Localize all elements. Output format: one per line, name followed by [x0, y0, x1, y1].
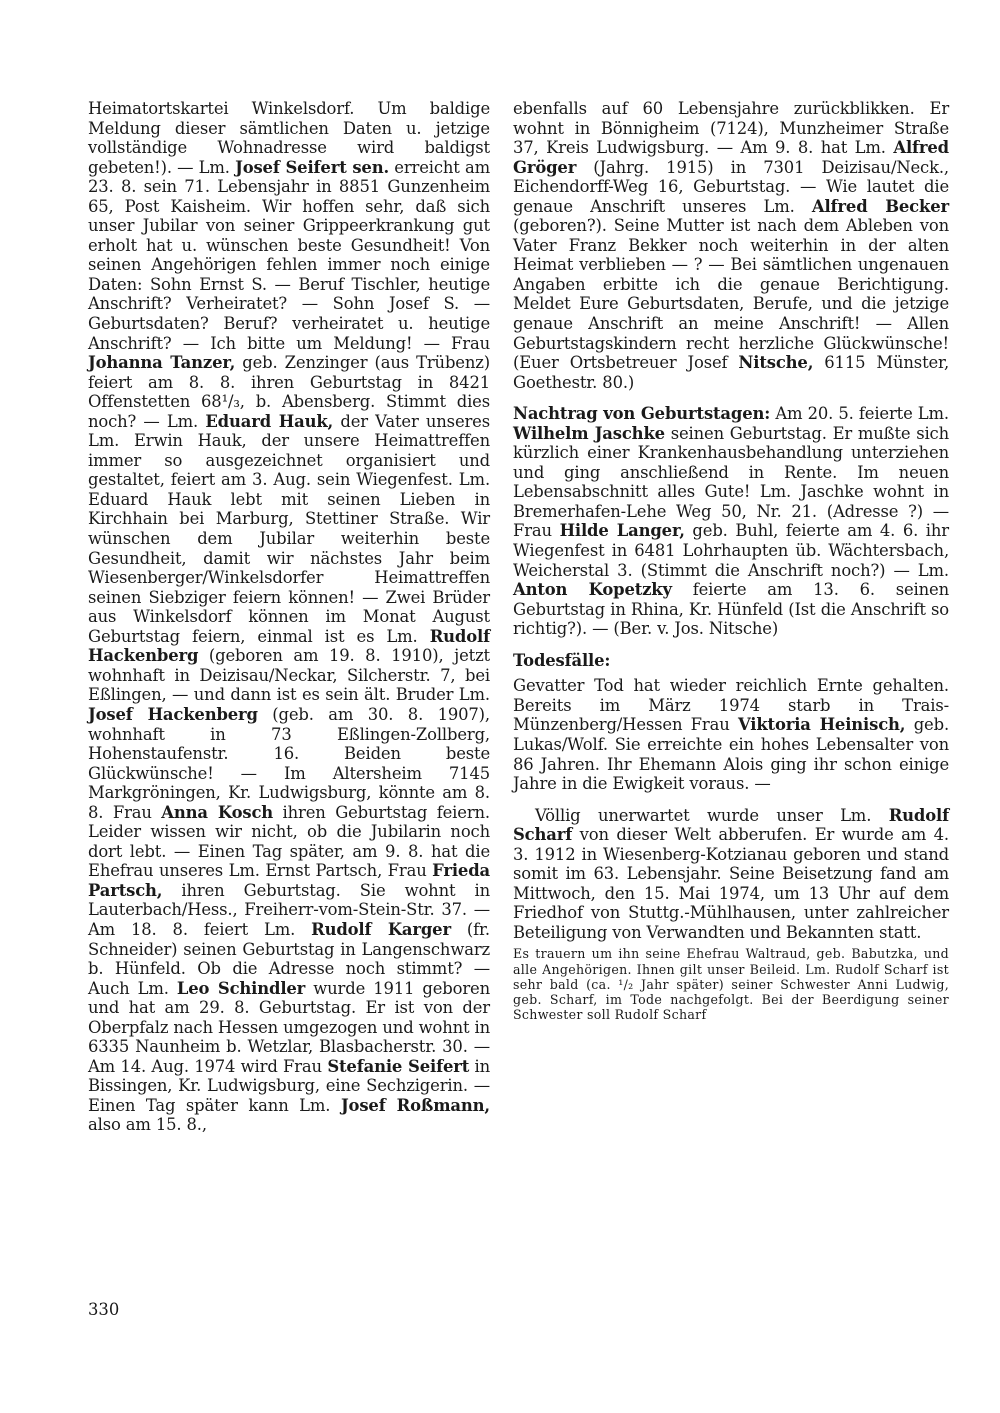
text-run: Gevatter Tod hat wieder reichlich Ernte gehalten. Bereits im März 1974 starb in Trais-Münzenberg/Hessen Frau: [513, 676, 949, 735]
bold-name: Anna Kosch: [161, 802, 274, 822]
text-run: geb. Buhl, feierte am 4. 6. ihr Wiegenfest in 6481 Lohrhaupten üb. Wächtersbach, Weicherstal 3. (Stimmt die Anschrift noch?) — Lm.: [513, 521, 949, 580]
text-run: geb. Lukas/Wolf. Sie erreichte ein hohes Lebensalter von 86 Jahren. Ihr Ehemann Alois ging ihr schon einige Jahre in die Ewigkeit voraus. —: [513, 715, 950, 794]
right-column: [513, 99, 949, 1022]
paragraph: [88, 99, 490, 1135]
text-run: der Vater unseres Lm. Erwin Hauk, der unsere Heimattreffen immer so ausgezeichnet organisiert und gestaltet, feiert am 3. Aug. sein Wiegenfest. Lm. Eduard Hauk lebt mit seinen Lieben in Kirchhain bei Marburg, Stettiner Straße. Wir wünschen dem Jubilar weiterhin beste Gesundheit, damit wir nächstes Jahr beim Wiesenberger/Winkelsdorfer Heimattreffen seinen Siebziger feiern können! — Zwei Brüder aus Winkelsdorf können im Monat August Geburtstag feiern, einmal ist es Lm.: [88, 411, 490, 646]
text-run: ebenfalls auf 60 Lebensjahre zurückblikken. Er wohnt in Bönnigheim (7124), Munzheimer Straße 37, Kreis Ludwigsburg. — Am 9. 8. hat Lm.: [513, 99, 949, 158]
text-run: Am 20. 5. feierte Lm.: [770, 404, 949, 424]
text-run: ihren Geburtstag feiern. Leider wissen wir nicht, ob die Jubilarin noch dort lebt. — Einen Tag später, am 9. 8. hat die Ehefrau unseres Lm. Ernst Partsch, Frau: [88, 802, 490, 881]
bold-name: Todesfälle:: [513, 650, 611, 670]
text-run: also am 15. 8.,: [88, 1115, 207, 1135]
bold-name: Josef Roßmann,: [340, 1095, 490, 1115]
bold-name: Alfred Gröger: [513, 138, 949, 177]
section-heading: [513, 651, 949, 671]
bold-name: Johanna Tanzer,: [88, 353, 236, 373]
text-run: (fr. Schneider) seinen Geburtstag in Langenschwarz b. Hünfeld. Ob die Adresse noch stimmt? — Auch Lm.: [88, 919, 490, 998]
text-run: (Jahrg. 1915) in 7301 Deizisau/Neck., Eichendorff-Weg 16, Geburtstag. — Wie lautet die genaue Anschrift unseres Lm.: [513, 157, 949, 216]
bold-name: Josef Hackenberg: [88, 704, 258, 724]
text-run: ihren Geburtstag. Sie wohnt in Lauterbach/Hess., Freiherr-vom-Stein-Str. 37. — Am 18. 8. feiert Lm.: [88, 880, 490, 939]
text-run: in Bissingen, Kr. Ludwigsburg, eine Sechzigerin. — Einen Tag später kann Lm.: [88, 1056, 491, 1115]
text-run: 6115 Münster, Goethestr. 80.): [513, 353, 949, 392]
page-number: 330: [88, 1300, 120, 1319]
bold-name: Nachtrag von Geburtstagen:: [513, 404, 771, 424]
paragraph: [513, 676, 949, 793]
bold-name: Rudolf Scharf: [513, 805, 949, 845]
text-run: Es trauern um ihn seine Ehefrau Waltraud, geb. Babutzka, und alle Angehörigen. Ihnen gilt unser Beileid. Lm. Rudolf Scharf ist sehr bald (ca. ¹/₂ Jahr später) seiner Schwester Anni Ludwig, geb. Scharf, im Tode nachgefolgt. Bei der Beerdigung seiner Schwester soll Rudolf Scharf: [513, 946, 949, 1023]
text-run: seinen Geburtstag. Er mußte sich kürzlich einer Krankenhausbehandlung unterziehen und ging anschließend in Rente. Im neuen Lebensabschnitt alles Gute! Lm. Jaschke wohnt in Bremerhafen-Lehe Weg 50, Nr. 21. (Adresse ?) — Frau: [513, 423, 949, 541]
bold-name: Alfred Becker: [811, 196, 949, 216]
bold-name: Josef Seifert sen.: [235, 157, 390, 177]
paragraph: [513, 99, 949, 392]
text-run: (geboren?). Seine Mutter ist nach dem Ableben von Vater Franz Bekker noch weiterhin in der alten Heimat verblieben — ? — Bei sämtlichen ungenauen Angaben erbitte ich die genaue Berichtigung. Meldet Eure Geburtsdaten, Berufe, und die jetzige genaue Anschrift an meine Anschrift! — Allen Geburtstagskindern recht herzliche Glückwünsche! (Euer Ortsbetreuer Josef: [513, 216, 949, 373]
left-column: [88, 99, 490, 1135]
text-run: geb. Zenzinger (aus Trübenz) feiert am 8. 8. ihren Geburtstag in 8421 Offenstetten 68¹/₃, b. Abensberg. Stimmt dies noch? — Lm.: [88, 353, 490, 431]
bold-name: Anton Kopetzky: [513, 580, 672, 600]
text-run: Völlig unerwartet wurde unser Lm.: [535, 805, 889, 825]
bold-name: Leo Schindler: [176, 978, 306, 998]
bold-name: Wilhelm Jaschke: [513, 423, 665, 443]
bold-name: Rudolf Karger: [311, 919, 451, 939]
bold-name: Rudolf Hackenberg: [88, 626, 490, 666]
text-run: (geb. am 30. 8. 1907), wohnhaft in 73 Eßlingen-Zollberg, Hohenstaufenstr. 16. Beiden beste Glückwünsche! — Im Altersheim 7145 Markgröningen, Kr. Ludwigsburg, könnte am 8. 8. Frau: [88, 704, 490, 822]
paragraph: [513, 404, 949, 639]
bold-name: Eduard Hauk,: [205, 411, 334, 431]
text-run: feierte am 13. 6. seinen Geburtstag in Rhina, Kr. Hünfeld (Ist die Anschrift so richtig?). — (Ber. v. Jos. Nitsche): [513, 580, 949, 639]
text-run: (geboren am 19. 8. 1910), jetzt wohnhaft in Deizisau/Neckar, Silcherstr. 7, bei Eßlingen, — und dann ist es sein ält. Bruder Lm.: [88, 646, 490, 705]
bold-name: Hilde Langer,: [559, 521, 685, 541]
paragraph: [513, 806, 949, 943]
text-run: Heimatortskartei Winkelsdorf. Um baldige Meldung dieser sämtlichen Daten u. jetzige vollständige Wohnadresse wird baldigst gebeten!). — Lm.: [88, 99, 490, 177]
bold-name: Nitsche,: [738, 353, 814, 373]
text-run: wurde 1911 geboren und hat am 29. 8. Geburtstag. Er ist von der Oberpfalz nach Hessen umgezogen und wohnt in 6335 Naunheim b. Wetzlar, Blasbacherstr. 30. — Am 14. Aug. 1974 wird Frau: [88, 978, 491, 1076]
bold-name: Stefanie Seifert: [327, 1056, 470, 1076]
text-run: erreicht am 23. 8. sein 71. Lebensjahr in 8851 Gunzenheim 65, Post Kaisheim. Wir hoffen sehr, daß sich unser Jubilar von seiner Grippeerkrankung gut erholt hat u. wünschen beste Gesundheit! Von seinen Angehörigen fehlen immer noch einige Daten: Sohn Ernst S. — Beruf Tischler, heutige Anschrift? Verheiratet? — Sohn Josef S. — Geburtsdaten? Beruf? verheiratet u. heutige Anschrift? — Ich bitte um Meldung! — Frau: [88, 157, 490, 353]
bold-name: Frieda Partsch,: [88, 861, 490, 900]
bold-name: Viktoria Heinisch,: [737, 715, 906, 735]
paragraph: [513, 946, 949, 1022]
text-run: von dieser Welt abberufen. Er wurde am 4. 3. 1912 in Wiesenberg-Kotzianau geboren und stand somit im 63. Lebensjahr. Seine Beisetzung fand am Mittwoch, den 15. Mai 1974, um 13 Uhr auf dem Friedhof von Stuttg.-Mühlhausen, unter zahlreicher Beteiligung von Verwandten und Bekannten statt.: [513, 825, 949, 942]
